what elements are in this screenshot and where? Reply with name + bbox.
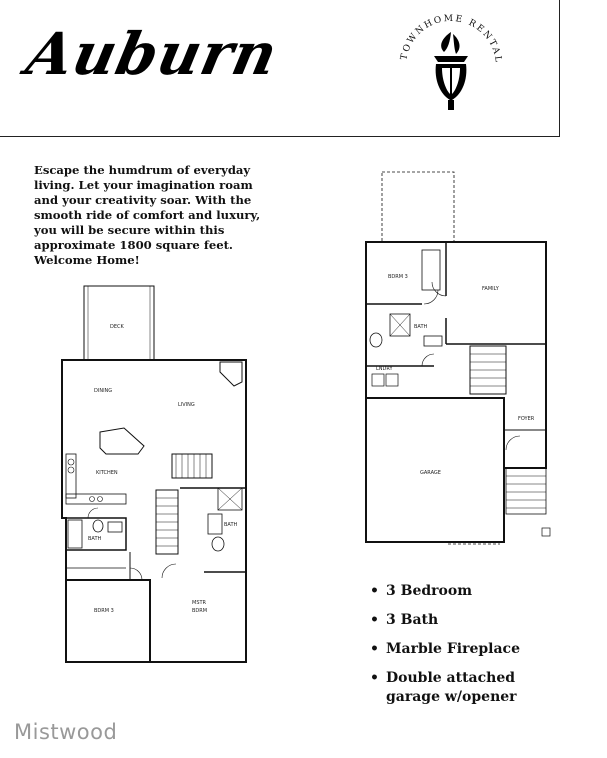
feature-text: Marble Fireplace <box>386 641 520 657</box>
lower-room-label-foyer: FOYER <box>518 416 535 422</box>
feature-item <box>370 669 520 707</box>
feature-list <box>370 582 520 717</box>
room-label-bath-left: BATH <box>88 536 102 542</box>
feature-item <box>370 640 520 659</box>
feature-text: 3 Bedroom <box>386 583 473 599</box>
room-label-living: LIVING <box>178 402 195 408</box>
feature-text-line1: Double attached <box>386 670 516 686</box>
room-label-bath-right: BATH <box>224 522 238 528</box>
logo-text: TOWNHOME RENTAL <box>399 13 504 65</box>
lower-room-label-garage: GARAGE <box>420 470 441 476</box>
bullet-icon: • <box>370 670 379 686</box>
floorplan-main <box>58 282 250 664</box>
intro-paragraph: Escape the humdrum of everyday living. Let your imagination roam and your creativity soar. With the smooth ride of comfort and luxury, you will be secure within this approximate 1800 square feet. Welcome Home! <box>34 163 261 267</box>
header-divider <box>0 136 560 137</box>
bullet-icon: • <box>370 583 379 599</box>
room-label-bdrm3: BDRM 3 <box>94 608 114 614</box>
room-label-bdrm: BDRM <box>192 608 208 614</box>
lower-room-label-bath: BATH <box>414 324 428 330</box>
header-divider-vertical <box>559 0 560 137</box>
bullet-icon: • <box>370 612 379 628</box>
page-title: Auburn <box>20 20 284 88</box>
feature-text-line2: garage w/opener <box>386 689 517 705</box>
room-label-mstr: MSTR <box>192 600 207 606</box>
lower-room-label-laundry: LNDRY <box>376 366 393 372</box>
lantern-icon <box>434 32 468 110</box>
room-label-deck: DECK <box>110 324 124 330</box>
feature-item <box>370 611 520 630</box>
bullet-icon: • <box>370 641 379 657</box>
room-label-dining: DINING <box>94 388 113 394</box>
feature-text: 3 Bath <box>386 612 439 628</box>
lower-room-label-bdrm: BDRM 3 <box>388 274 408 280</box>
townhome-rental-logo <box>392 4 510 122</box>
feature-item <box>370 582 520 601</box>
room-label-kitchen: KITCHEN <box>96 470 118 476</box>
lower-room-label-family: FAMILY <box>482 286 499 292</box>
watermark: Mistwood <box>14 720 118 744</box>
floorplan-lower <box>358 170 558 548</box>
